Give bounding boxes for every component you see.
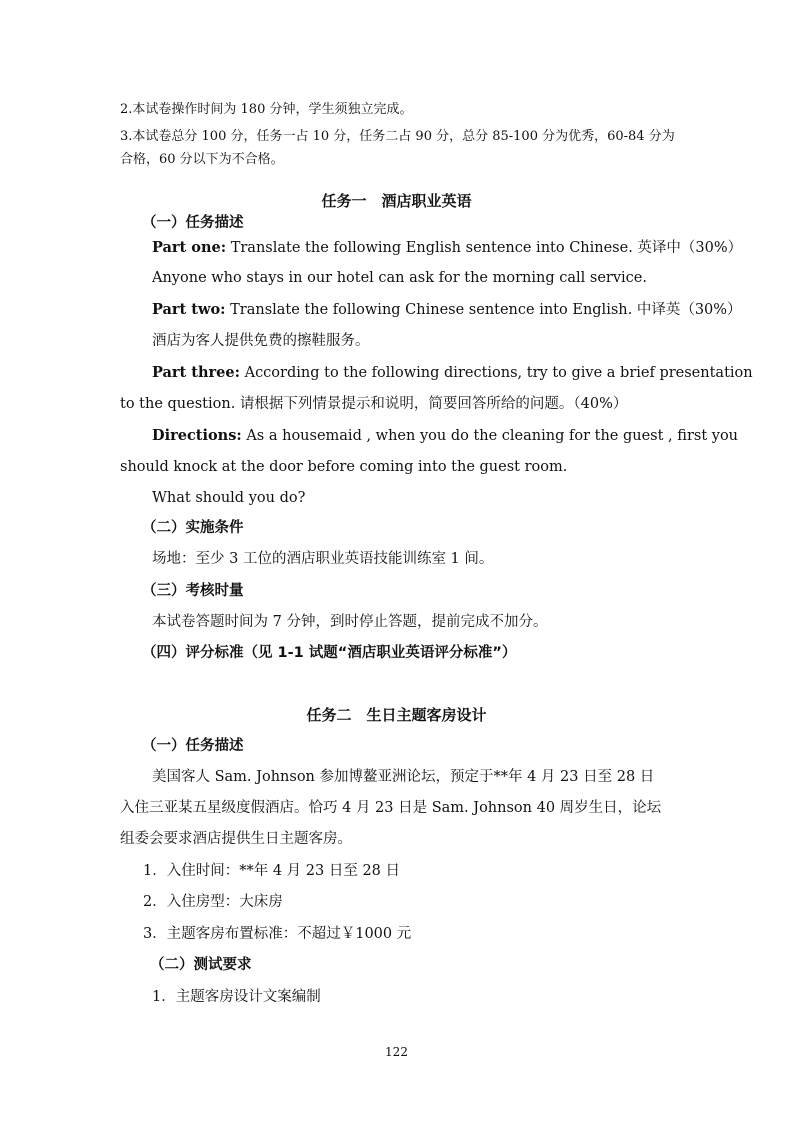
task2-req-1: 1．主题客房设计文案编制: [152, 989, 321, 1005]
part-one-sentence: Anyone who stays in our hotel can ask for the morning call service.: [152, 270, 647, 286]
directions-text: As a housemaid , when you do the cleaning for the guest , first you: [241, 428, 739, 444]
note-2: 2.本试卷操作时间为 180 分钟，学生须独立完成。: [120, 102, 413, 117]
part-two-sentence: 酒店为客人提供免费的擦鞋服务。: [152, 333, 370, 349]
directions-text-cont: should knock at the door before coming into the guest room.: [120, 459, 568, 475]
task1-time-text: 本试卷答题时间为 7 分钟，到时停止答题，提前完成不加分。: [152, 614, 548, 630]
part-two-label: Part two:: [152, 301, 226, 318]
part-three-instruction-cont: to the question. 请根据下列情景提示和说明，简要回答所给的问题。（40%）: [120, 396, 628, 412]
task2-desc-heading: （一）任务描述: [142, 738, 244, 754]
task2-para-line-2: 入住三亚某五星级度假酒店。恰巧 4 月 23 日是 Sam. Johnson 40 周岁生日，论坛: [120, 800, 662, 816]
task1-desc-heading: （一）任务描述: [142, 215, 244, 231]
part-two-instruction: Translate the following Chinese sentence into English. 中译英（30%）: [225, 302, 742, 318]
question: What should you do?: [152, 490, 306, 506]
task2-para-line-3: 组委会要求酒店提供生日主题客房。: [120, 831, 352, 847]
task1-score-heading: （四）评分标准（见 1-1 试题“酒店职业英语评分标准”）: [142, 645, 517, 661]
note-3-line-1: 3.本试卷总分 100 分，任务一占 10 分，任务二占 90 分，总分 85-100 分为优秀，60-84 分为: [120, 129, 675, 144]
task2-title: 任务二 生日主题客房设计: [306, 706, 487, 724]
task1-cond-text: 场地：至少 3 工位的酒店职业英语技能训练室 1 间。: [152, 551, 494, 567]
part-one-label: Part one:: [152, 239, 227, 256]
task2-item-3: 3．主题客房布置标准：不超过￥1000 元: [143, 926, 412, 942]
task2-item-1: 1．入住时间：**年 4 月 23 日至 28 日: [143, 863, 401, 879]
page-number: 122: [385, 1045, 408, 1059]
part-one-instruction: Translate the following English sentence into Chinese. 英译中（30%）: [226, 240, 743, 256]
task1-time-heading: （三）考核时量: [142, 583, 244, 599]
part-two: [152, 300, 742, 320]
part-one: [152, 238, 742, 258]
directions: [152, 426, 738, 446]
part-three-label: Part three:: [152, 364, 240, 381]
task2-req-heading: （二）测试要求: [150, 957, 252, 973]
task2-item-2: 2．入住房型：大床房: [143, 894, 283, 910]
task2-para-line-1: 美国客人 Sam. Johnson 参加博鳌亚洲论坛，预定于**年 4 月 23 日至 28 日: [152, 769, 655, 785]
directions-label: Directions:: [152, 427, 242, 444]
part-three: [152, 363, 753, 383]
task1-cond-heading: （二）实施条件: [142, 520, 244, 536]
task1-title: 任务一 酒店职业英语: [321, 192, 472, 210]
part-three-instruction: According to the following directions, try to give a brief presentation: [239, 365, 753, 381]
note-3-line-2: 合格，60 分以下为不合格。: [120, 152, 284, 167]
